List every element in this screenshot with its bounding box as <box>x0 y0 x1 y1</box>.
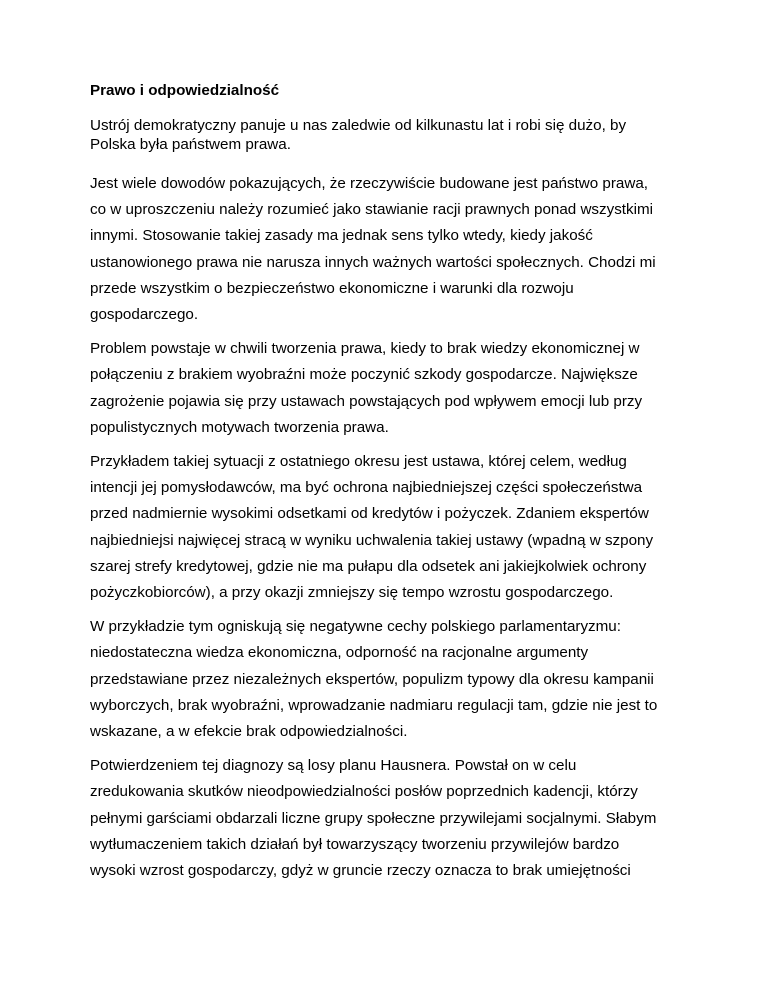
paragraph-line: pełnymi garściami obdarzali liczne grupy społeczne przywilejami socjalnymi. Słabym <box>90 809 657 827</box>
paragraph-line: intencji jej pomysłodawców, ma być ochrona najbiedniejszej części społeczeństwa <box>90 479 643 497</box>
paragraph-line: wyborczych, brak wyobraźni, wprowadzanie nadmiaru regulacji tam, gdzie nie jest to <box>90 696 658 714</box>
paragraph-line: wysoki wzrost gospodarczy, gdyż w gruncie rzeczy oznacza to brak umiejętności <box>90 862 631 880</box>
paragraph-line: szarej strefy kredytowej, gdzie nie ma pułapu dla odsetek ani jakiejkolwiek ochrony <box>90 557 647 575</box>
paragraph <box>90 336 690 441</box>
paragraph-line: W przykładzie tym ogniskują się negatywne cechy polskiego parlamentaryzmu: <box>90 618 621 636</box>
paragraph-line: zagrożenie pojawia się przy ustawach powstających pod wpływem emocji lub przy <box>90 392 643 410</box>
document-title: Prawo i odpowiedzialność <box>90 82 280 99</box>
paragraph-line: pożyczkobiorców), a przy okazji zmniejszy się tempo wzrostu gospodarczego. <box>90 584 614 602</box>
paragraph <box>90 614 690 745</box>
paragraph <box>90 117 690 154</box>
paragraph-line: Potwierdzeniem tej diagnozy są losy planu Hausnera. Powstał on w celu <box>90 757 577 775</box>
paragraph-line: wytłumaczeniem takich działań był towarzyszący tworzeniu przywilejów bardzo <box>90 835 620 853</box>
paragraph-line: przed nadmiernie wysokimi odsetkami od kredytów i pożyczek. Zdaniem ekspertów <box>90 505 649 523</box>
paragraph-line: połączeniu z brakiem wyobraźni może poczynić szkody gospodarcze. Największe <box>90 366 638 384</box>
paragraph-line: innymi. Stosowanie takiej zasady ma jednak sens tylko wtedy, kiedy jakość <box>90 227 593 245</box>
paragraph-line: gospodarczego. <box>90 306 199 324</box>
paragraph-line: przedstawiane przez niezależnych ekspertów, populizm typowy dla okresu kampanii <box>90 670 654 688</box>
paragraph-line: Jest wiele dowodów pokazujących, że rzeczywiście budowane jest państwo prawa, <box>90 175 648 192</box>
paragraph-line: niedostateczna wiedza ekonomiczna, odporność na racjonalne argumenty <box>90 644 589 662</box>
paragraph-line: Ustrój demokratyczny panuje u nas zaledwie od kilkunastu lat i robi się dużo, by <box>90 117 627 134</box>
document-body <box>90 82 690 892</box>
paragraph <box>90 753 690 884</box>
paragraph-line: co w uproszczeniu należy rozumieć jako stawianie racji prawnych ponad wszystkimi <box>90 201 654 219</box>
paragraph-list <box>90 117 690 884</box>
paragraph <box>90 171 690 328</box>
paragraph-line: Polska była państwem prawa. <box>90 135 291 153</box>
paragraph-line: najbiedniejsi najwięcej stracą w wyniku uchwalenia takiej ustawy (wpadną w szpony <box>90 531 654 549</box>
paragraph-line: wskazane, a w efekcie brak odpowiedzialności. <box>90 723 408 741</box>
paragraph-line: przede wszystkim o bezpieczeństwo ekonomiczne i warunki dla rozwoju <box>90 279 574 297</box>
paragraph-line: zredukowania skutków nieodpowiedzialności posłów poprzednich kadencji, którzy <box>90 783 638 801</box>
paragraph-line: populistycznych motywach tworzenia prawa. <box>90 418 389 436</box>
paragraph-line: Problem powstaje w chwili tworzenia prawa, kiedy to brak wiedzy ekonomicznej w <box>90 340 640 358</box>
paragraph <box>90 449 690 606</box>
paragraph-line: Przykładem takiej sytuacji z ostatniego okresu jest ustawa, której celem, według <box>90 453 627 471</box>
paragraph-line: ustanowionego prawa nie narusza innych ważnych wartości społecznych. Chodzi mi <box>90 253 656 271</box>
